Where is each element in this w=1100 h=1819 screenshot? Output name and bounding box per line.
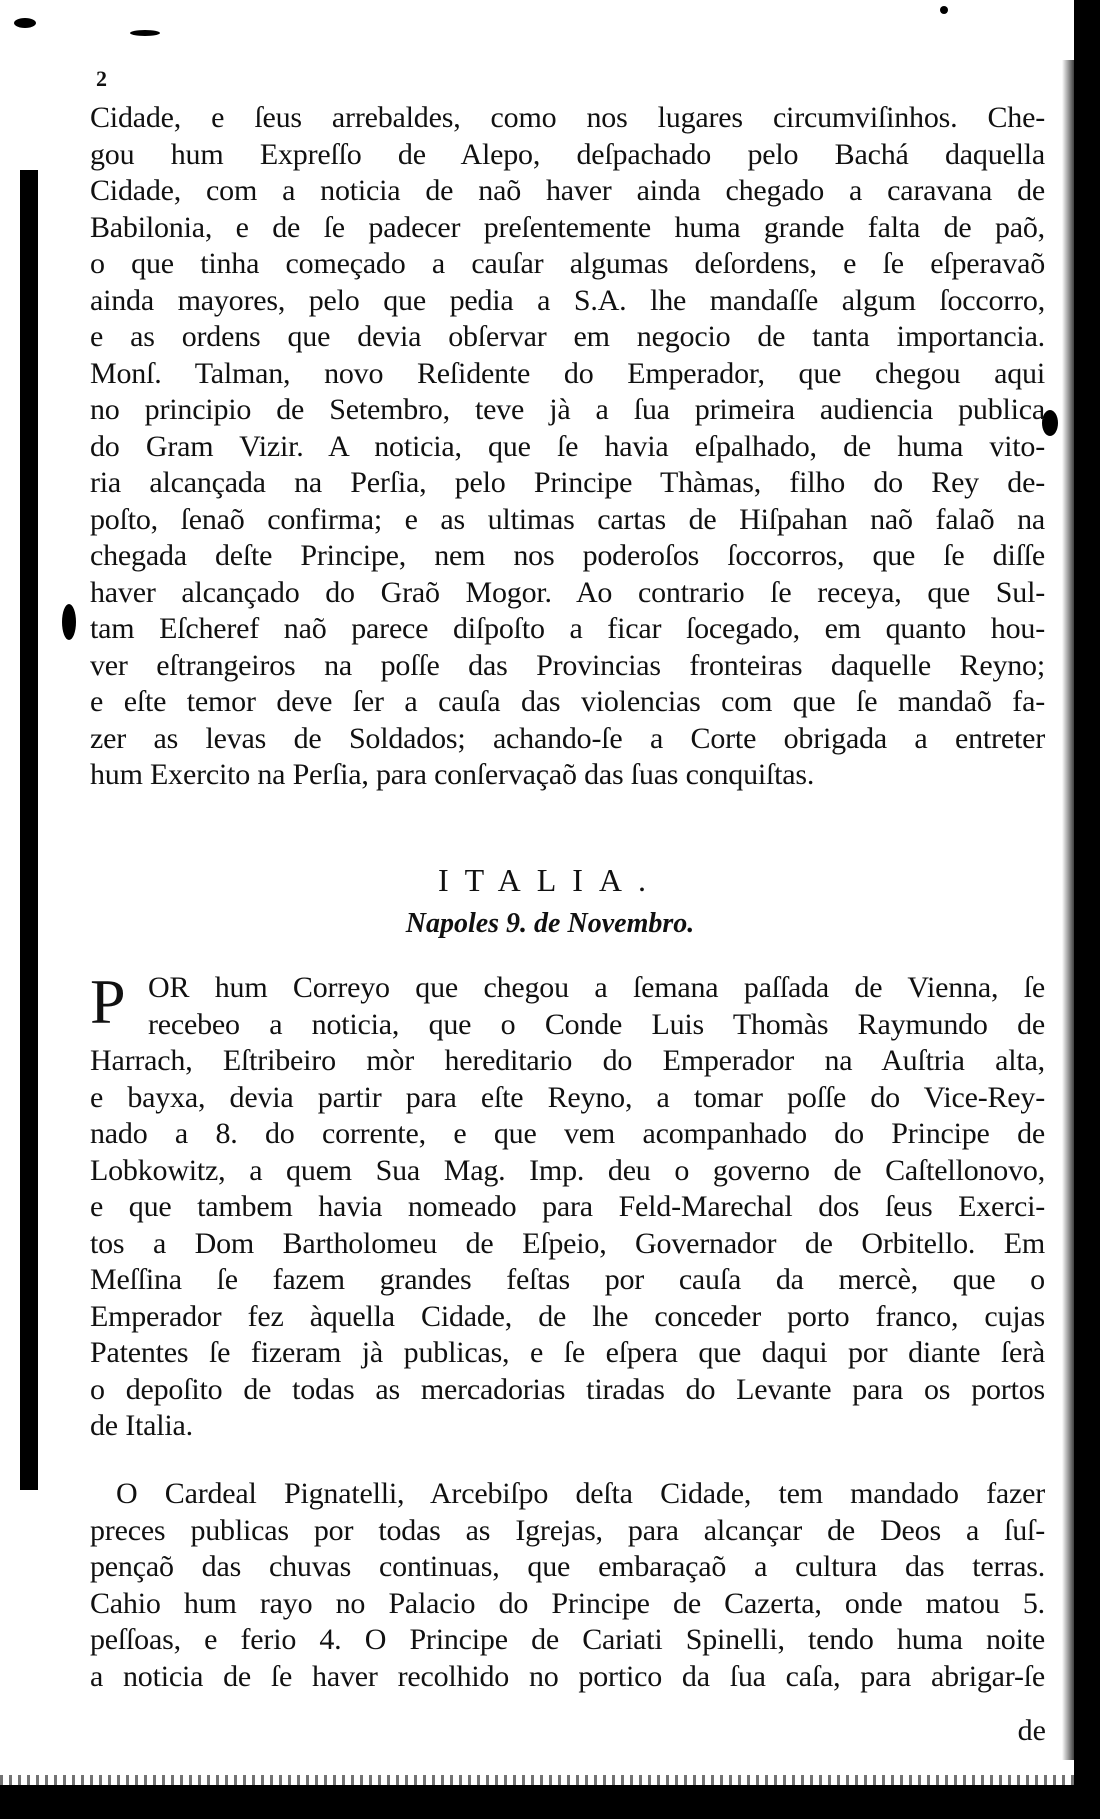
ink-speck: [940, 6, 948, 14]
text-line: zer as levas de Soldados; achando-ſe a Corte obrigada a entreter: [90, 721, 1045, 755]
text-line: de Italia.: [90, 1409, 193, 1442]
text-line: Cahio hum rayo no Palacio do Principe de Cazerta, onde matou 5.: [90, 1586, 1045, 1620]
text-line: gou hum Expreſſo de Alepo, deſpachado pelo Bachá daquella: [90, 137, 1045, 171]
text-line: e as ordens que devia obſervar em negocio de tanta importancia.: [90, 320, 1045, 353]
drop-cap: P: [90, 966, 126, 1037]
dateline: Napoles 9. de Novembro.: [405, 908, 695, 939]
text-line: peſſoas, e ferio 4. O Principe de Cariati Spinelli, tendo huma noite: [90, 1623, 1045, 1656]
text-line: chegada deſte Principe, nem nos poderoſos ſoccorros, que ſe diſſe: [90, 539, 1045, 572]
scan-fringe-bottom: [0, 1775, 1100, 1785]
text-line: Lobkowitz, a quem Sua Mag. Imp. deu o governo de Caſtellonovo,: [90, 1153, 1045, 1187]
text-line: haver alcançado do Graõ Mogor. Ao contrario ſe receya, que Sul-: [90, 575, 1045, 609]
catchword: de: [1017, 1714, 1046, 1747]
text-line: Harrach, Eſtribeiro mòr hereditario do Emperador na Auſtria alta,: [90, 1044, 1045, 1077]
text-line: Monſ. Talman, novo Reſidente do Emperador, que chegou aqui: [90, 356, 1045, 390]
text-line: recebeo a noticia, que o Conde Luis Thomàs Raymundo de: [148, 1007, 1045, 1041]
text-line: Cidade, com a noticia de naõ haver ainda chegado a caravana de: [90, 174, 1045, 207]
ink-speck: [62, 604, 76, 640]
paragraph-3: [90, 1476, 1045, 1695]
text-line: e bayxa, devia partir para eſte Reyno, a tomar poſſe do Vice-Rey-: [90, 1080, 1045, 1114]
text-line: ria alcançada na Perſia, pelo Principe Thàmas, filho do Rey de-: [90, 466, 1045, 499]
text-line: hum Exercito na Perſia, para conſervaçaõ das ſuas conquiſtas.: [90, 758, 815, 791]
text-line: nado a 8. do corrente, e que vem acompanhado do Principe de: [90, 1117, 1045, 1150]
text-line: tam Eſcheref naõ parece diſpoſto a ficar ſocegado, em quanto hou-: [90, 612, 1045, 645]
text-line: ainda mayores, pelo que pedia a S.A. lhe mandaſſe algum ſoccorro,: [90, 283, 1045, 317]
text-line: do Gram Vizir. A noticia, que ſe havia eſpalhado, de huma vito-: [90, 429, 1045, 463]
text-line: Meſſina ſe fazem grandes feſtas por cauſa da mercè, que o: [90, 1263, 1045, 1296]
paragraph-2: [90, 966, 1045, 1445]
paragraph-1: [90, 100, 1045, 794]
scan-edge-bottom: [0, 1785, 1100, 1819]
text-line: pençaõ das chuvas continuas, que embaraçaõ a cultura das terras.: [90, 1550, 1045, 1583]
page-number: 2: [96, 66, 107, 91]
text-line: no principio de Setembro, teve jà a ſua primeira audiencia publica: [90, 393, 1045, 426]
text-line: Babilonia, e de ſe padecer preſentemente huma grande falta de paõ,: [90, 210, 1045, 244]
text-line: poſto, ſenaõ confirma; e as ultimas cartas de Hiſpahan naõ falaõ na: [90, 502, 1045, 536]
text-line: o que tinha começado a cauſar algumas deſordens, e ſe eſperavaõ: [90, 247, 1045, 280]
text-line: a noticia de ſe haver recolhido no portico da ſua caſa, para abrigar-ſe: [90, 1659, 1045, 1693]
ink-speck: [130, 30, 160, 36]
ink-speck: [14, 18, 36, 28]
text-line: Cidade, e ſeus arrebaldes, como nos lugares circumviſinhos. Che-: [90, 101, 1045, 134]
text-line: O Cardeal Pignatelli, Arcebiſpo deſta Cidade, tem mandado fazer: [116, 1477, 1045, 1510]
text-line: tos a Dom Bartholomeu de Eſpeio, Governador de Orbitello. Em: [90, 1226, 1045, 1260]
text-line: preces publicas por todas as Igrejas, para alcançar de Deos a ſuſ-: [90, 1513, 1045, 1547]
text-line: e eſte temor deve ſer a cauſa das violencias com que ſe mandaõ fa-: [90, 685, 1045, 718]
text-line: OR hum Correyo que chegou a ſemana paſſada de Vienna, ſe: [148, 971, 1045, 1004]
section-heading: ITALIA.: [437, 862, 663, 898]
text-line: ver eſtrangeiros na poſſe das Provincias fronteiras daquelle Reyno;: [90, 648, 1045, 682]
text-line: o depoſito de todas as mercadorias tiradas do Levante para os portos: [90, 1372, 1045, 1406]
text-line: Emperador fez àquella Cidade, de lhe conceder porto franco, cujas: [90, 1299, 1045, 1333]
text-line: Patentes ſe fizeram jà publicas, e ſe eſpera que daqui por diante ſerà: [90, 1336, 1045, 1369]
text-line: e que tambem havia nomeado para Feld-Marechal dos ſeus Exerci-: [90, 1190, 1045, 1223]
scan-edge-left: [20, 170, 38, 1490]
